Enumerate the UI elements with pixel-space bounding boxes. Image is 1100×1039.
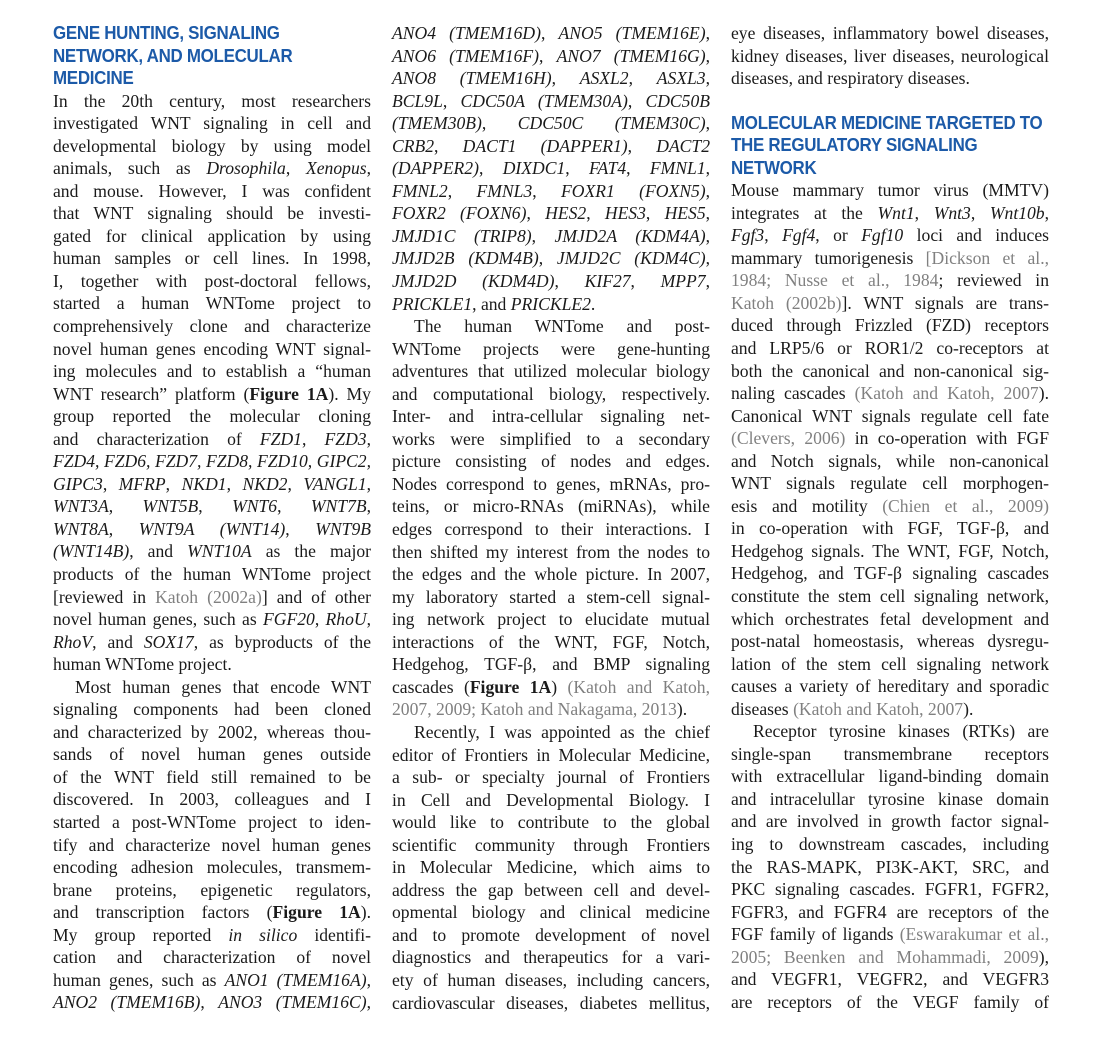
text-line: diseases, and respiratory diseases.: [731, 68, 970, 89]
text-line: Hedgehog signals. The WNT, FGF, Notch,: [731, 540, 1049, 561]
text-line: Recently, I was appointed as the chief: [414, 721, 710, 742]
citation-link[interactable]: 1984; Nusse et al., 1984: [731, 270, 939, 291]
text-line: Hedgehog, TGF-β, and BMP signaling: [392, 654, 710, 675]
text-line: and intracelullar tyrosine kinase domain: [731, 788, 1049, 809]
text-line: and are involved in growth factor signal-: [731, 811, 1049, 832]
text-line: gated for clinical application by using: [53, 225, 371, 246]
text-line: My group reported in silico identifi-: [53, 924, 372, 945]
text-line: in co-operation with FGF, TGF-β, and: [731, 518, 1049, 539]
text-line: teins, or micro-RNAs (miRNAs), while: [392, 496, 710, 517]
heading-line: NETWORK, AND MOLECULAR: [53, 45, 293, 66]
text-line: Nodes correspond to genes, mRNAs, pro-: [392, 473, 710, 494]
text-line: address the gap between cell and devel-: [392, 879, 710, 900]
text-line: 2005; Beenken and Mohammadi, 2009),: [731, 946, 1049, 967]
column-3: [731, 22, 1049, 1013]
text-line: BCL9L, CDC50A (TMEM30A), CDC50B: [392, 90, 711, 111]
text-line: I, together with post-doctoral fellows,: [53, 270, 371, 291]
citation-link[interactable]: Katoh (2002a): [155, 586, 262, 607]
text-line: diagnostics and therapeutics for a vari-: [392, 947, 710, 968]
text-line: In the 20th century, most researchers: [53, 90, 371, 111]
text-line: cardiovascular diseases, diabetes mellitus,: [392, 992, 710, 1013]
text-line: FGF family of ligands (Eswarakumar et al.,: [731, 924, 1049, 945]
text-line: ANO4 (TMEM16D), ANO5 (TMEM16E),: [392, 23, 710, 43]
text-line: my laboratory started a stem-cell signal-: [392, 586, 710, 607]
text-line: FGFR3, and FGFR4 are receptors of the: [731, 901, 1049, 922]
text-line: ANO6 (TMEM16F), ANO7 (TMEM16G),: [392, 45, 710, 66]
text-line: ing molecules and to establish a “human: [53, 361, 371, 382]
text-line: causes a variety of hereditary and sporadic: [731, 676, 1049, 697]
paragraph-frontiers: [392, 721, 710, 1014]
text-line: picture consisting of nodes and edges.: [392, 451, 710, 472]
text-line: cation and characterization of novel: [53, 947, 371, 968]
taxon-drosophila: Drosophila: [206, 158, 286, 179]
column-2: [392, 22, 710, 1014]
text-line: and transcription factors (Figure 1A).: [53, 902, 371, 923]
text-line: eye diseases, inflammatory bowel diseases,: [731, 23, 1049, 43]
text-line: duced through Frizzled (FZD) receptors: [731, 315, 1049, 336]
text-line: (TMEM30B), CDC50C (TMEM30C),: [392, 113, 710, 134]
heading-line: MOLECULAR MEDICINE TARGETED TO: [731, 112, 1043, 133]
text-line: novel human genes encoding WNT signal-: [53, 338, 371, 359]
citation-link[interactable]: (Katoh and Katoh, 2007: [793, 698, 964, 719]
text-line: (Clevers, 2006) in co-operation with FGF: [731, 428, 1049, 449]
text-line: Fgf3, Fgf4, or Fgf10 loci and induces: [731, 225, 1049, 246]
citation-link[interactable]: (Katoh and Katoh, 2007: [854, 383, 1039, 404]
text-line: esis and motility (Chien et al., 2009): [731, 495, 1049, 516]
text-line: WNT research” platform (Figure 1A). My: [53, 383, 371, 404]
section-spacer: [731, 90, 1049, 112]
text-line: and Notch signals, while non-canonical: [731, 450, 1049, 471]
text-line: post-natal homeostasis, whereas dysregu-: [731, 631, 1049, 652]
text-line: and to promote development of novel: [392, 924, 710, 945]
text-line: would like to contribute to the global: [392, 812, 710, 833]
text-line: Canonical WNT signals regulate cell fate: [731, 405, 1049, 426]
text-line: (DAPPER2), DIXDC1, FAT4, FMNL1,: [392, 158, 711, 179]
heading-line: MEDICINE: [53, 68, 134, 88]
text-line: The human WNTome and post-: [414, 316, 710, 337]
text-line: comprehensively clone and characterize: [53, 315, 371, 336]
citation-link[interactable]: (Clevers, 2006): [731, 428, 846, 449]
text-line: PRICKLE1, and PRICKLE2.: [392, 293, 596, 314]
paragraph-post-wntome: [53, 676, 371, 1014]
text-line: signaling components had been cloned: [53, 699, 371, 720]
text-line: Mouse mammary tumor virus (MMTV): [731, 180, 1049, 201]
citation-link[interactable]: (Katoh and Katoh,: [567, 676, 711, 697]
text-line: edges correspond to their interactions. I: [392, 519, 710, 540]
column-1: [53, 22, 371, 1014]
text-line: works were simplified to a secondary: [392, 428, 710, 449]
text-line: and VEGFR1, VEGFR2, and VEGFR3: [731, 969, 1049, 990]
text-line: and mouse. However, I was confident: [53, 180, 371, 201]
paragraph-diseases-cont: [731, 22, 1049, 90]
text-line: 2007, 2009; Katoh and Nakagama, 2013).: [392, 699, 688, 720]
text-line: and characterization of FZD1, FZD3,: [53, 428, 371, 449]
text-line: WNT8A, WNT9A (WNT14), WNT9B: [53, 518, 372, 539]
text-line: ing to downstream cascades, including: [731, 834, 1049, 854]
citation-link[interactable]: Katoh (2002b): [731, 292, 842, 313]
text-line: group reported the molecular cloning: [53, 406, 371, 427]
text-line: encoding adhesion molecules, transmem-: [53, 857, 371, 878]
text-line: novel human genes, such as FGF20, RhoU,: [53, 609, 371, 630]
text-line: cascades (Figure 1A) (Katoh and Katoh,: [392, 676, 711, 697]
text-line: both the canonical and non-canonical sig-: [731, 360, 1049, 381]
text-line: in Cell and Developmental Biology. I: [392, 789, 710, 810]
text-line: interactions of the WNT, FGF, Notch,: [392, 631, 710, 652]
text-line: opmental biology and clinical medicine: [392, 902, 710, 923]
text-line: of the WNT field still remained to be: [53, 766, 371, 787]
text-line: lation of the stem cell signaling network: [731, 653, 1049, 674]
text-line: JMJD2D (KDM4D), KIF27, MPP7,: [392, 271, 711, 292]
text-line: Inter- and intra-cellular signaling net-: [392, 406, 710, 427]
text-line: products of the human WNTome project: [53, 563, 371, 584]
text-line: ANO8 (TMEM16H), ASXL2, ASXL3,: [392, 68, 711, 89]
paragraph-mmtv: [731, 179, 1049, 720]
figure-ref[interactable]: Figure 1A: [469, 676, 552, 697]
text-line: FMNL2, FMNL3, FOXR1 (FOXN5),: [392, 180, 711, 201]
text-line: scientific community through Frontiers: [392, 834, 710, 855]
text-line: Katoh (2002b)]. WNT signals are trans-: [731, 292, 1049, 313]
citation-link[interactable]: (Eswarakumar et al.,: [899, 924, 1049, 945]
text-line: ety of human diseases, including cancers,: [392, 969, 710, 990]
text-line: human samples or cell lines. In 1998,: [53, 248, 371, 269]
text-line: single-span transmembrane receptors: [731, 743, 1049, 764]
citation-link[interactable]: (Chien et al., 2009): [882, 495, 1049, 516]
text-line: sands of novel human genes outside: [53, 744, 371, 765]
text-line: kidney diseases, liver diseases, neurological: [731, 45, 1049, 66]
text-line: constitute the stem cell signaling network,: [731, 585, 1049, 606]
text-line: integrates at the Wnt1, Wnt3, Wnt10b,: [731, 202, 1050, 223]
text-line: WNT3A, WNT5B, WNT6, WNT7B,: [53, 496, 372, 517]
text-line: editor of Frontiers in Molecular Medicine,: [392, 744, 710, 765]
text-line: with extracellular ligand-binding domain: [731, 766, 1049, 787]
text-line: CRB2, DACT1 (DAPPER1), DACT2: [392, 135, 711, 156]
text-line: which orchestrates fetal development and: [731, 608, 1049, 629]
paragraph-intro: [53, 90, 371, 676]
text-line: [reviewed in Katoh (2002a)] and of other: [53, 586, 372, 607]
text-line: the RAS-MAPK, PI3K-AKT, SRC, and: [731, 856, 1049, 877]
text-line: FZD4, FZD6, FZD7, FZD8, FZD10, GIPC2,: [53, 451, 371, 472]
text-line: PKC signaling cascades. FGFR1, FGFR2,: [731, 879, 1049, 900]
text-line: Hedgehog, and TGF-β signaling cascades: [731, 563, 1049, 584]
text-line: a sub- or specialty journal of Frontiers: [392, 767, 710, 788]
citation-link[interactable]: [Dickson et al.,: [925, 247, 1049, 268]
citation-link[interactable]: 2007, 2009; Katoh and Nakagama, 2013: [392, 699, 677, 720]
taxon-xenopus: Xenopus: [306, 158, 367, 179]
text-line: JMJD1C (TRIP8), JMJD2A (KDM4A),: [392, 225, 711, 246]
text-line: discovered. In 2003, colleagues and I: [53, 789, 371, 810]
text-line: adventures that utilized molecular biology: [392, 361, 710, 382]
section-heading-gene-hunting: [53, 22, 371, 90]
text-line: naling cascades (Katoh and Katoh, 2007).: [731, 383, 1049, 404]
text-line: and computational biology, respectively.: [392, 383, 710, 404]
text-line: the edges and the whole picture. In 2007,: [392, 564, 710, 585]
text-line: started a post-WNTome project to iden-: [53, 812, 371, 832]
text-line: WNT signals regulate cell morphogen-: [731, 473, 1049, 494]
text-line: are receptors of the VEGF family of: [731, 991, 1049, 1012]
text-line: tify and characterize novel human genes: [53, 834, 371, 855]
text-line: mammary tumorigenesis [Dickson et al.,: [731, 247, 1049, 268]
heading-line: THE REGULATORY SIGNALING: [731, 135, 978, 156]
text-line: Receptor tyrosine kinases (RTKs) are: [753, 721, 1049, 742]
text-line: animals, such as Drosophila, Xenopus,: [53, 158, 371, 179]
paragraph-rtk: [731, 720, 1049, 1013]
text-line: Most human genes that encode WNT: [75, 676, 371, 697]
text-line: that WNT signaling should be investi-: [53, 203, 371, 224]
text-line: human WNTome project.: [53, 654, 232, 675]
text-line: and characterized by 2002, whereas thou-: [53, 721, 371, 742]
text-line: ANO2 (TMEM16B), ANO3 (TMEM16C),: [53, 992, 371, 1013]
text-line: investigated WNT signaling in cell and: [53, 113, 371, 134]
text-line: RhoV, and SOX17, as byproducts of the: [53, 631, 371, 652]
text-line: JMJD2B (KDM4B), JMJD2C (KDM4C),: [392, 248, 711, 269]
paragraph-network: [392, 315, 710, 721]
text-line: brane proteins, epigenetic regulators,: [53, 879, 371, 900]
citation-link[interactable]: 2005; Beenken and Mohammadi, 2009: [731, 946, 1039, 967]
figure-ref[interactable]: Figure 1A: [272, 902, 361, 923]
text-line: (WNT14B), and WNT10A as the major: [53, 541, 371, 562]
text-line: and LRP5/6 or ROR1/2 co-receptors at: [731, 337, 1049, 358]
heading-line: NETWORK: [731, 157, 817, 178]
text-line: started a human WNTome project to: [53, 293, 371, 314]
text-line: WNTome projects were gene-hunting: [392, 338, 710, 359]
section-heading-molecular-medicine: [731, 112, 1049, 180]
text-line: then shifted my interest from the nodes to: [392, 541, 710, 562]
figure-ref[interactable]: Figure 1A: [249, 383, 329, 404]
text-line: developmental biology by using model: [53, 135, 371, 156]
text-line: FOXR2 (FOXN6), HES2, HES3, HES5,: [392, 203, 711, 224]
text-line: GIPC3, MFRP, NKD1, NKD2, VANGL1,: [53, 473, 372, 494]
text-line: diseases (Katoh and Katoh, 2007).: [731, 698, 974, 719]
text-line: 1984; Nusse et al., 1984; reviewed in: [731, 270, 1049, 291]
text-line: ing network project to elucidate mutual: [392, 609, 710, 630]
text-line: human genes, such as ANO1 (TMEM16A),: [53, 969, 371, 990]
text-line: in Molecular Medicine, which aims to: [392, 857, 710, 878]
heading-line: GENE HUNTING, SIGNALING: [53, 23, 280, 43]
paragraph-gene-list: [392, 22, 710, 315]
